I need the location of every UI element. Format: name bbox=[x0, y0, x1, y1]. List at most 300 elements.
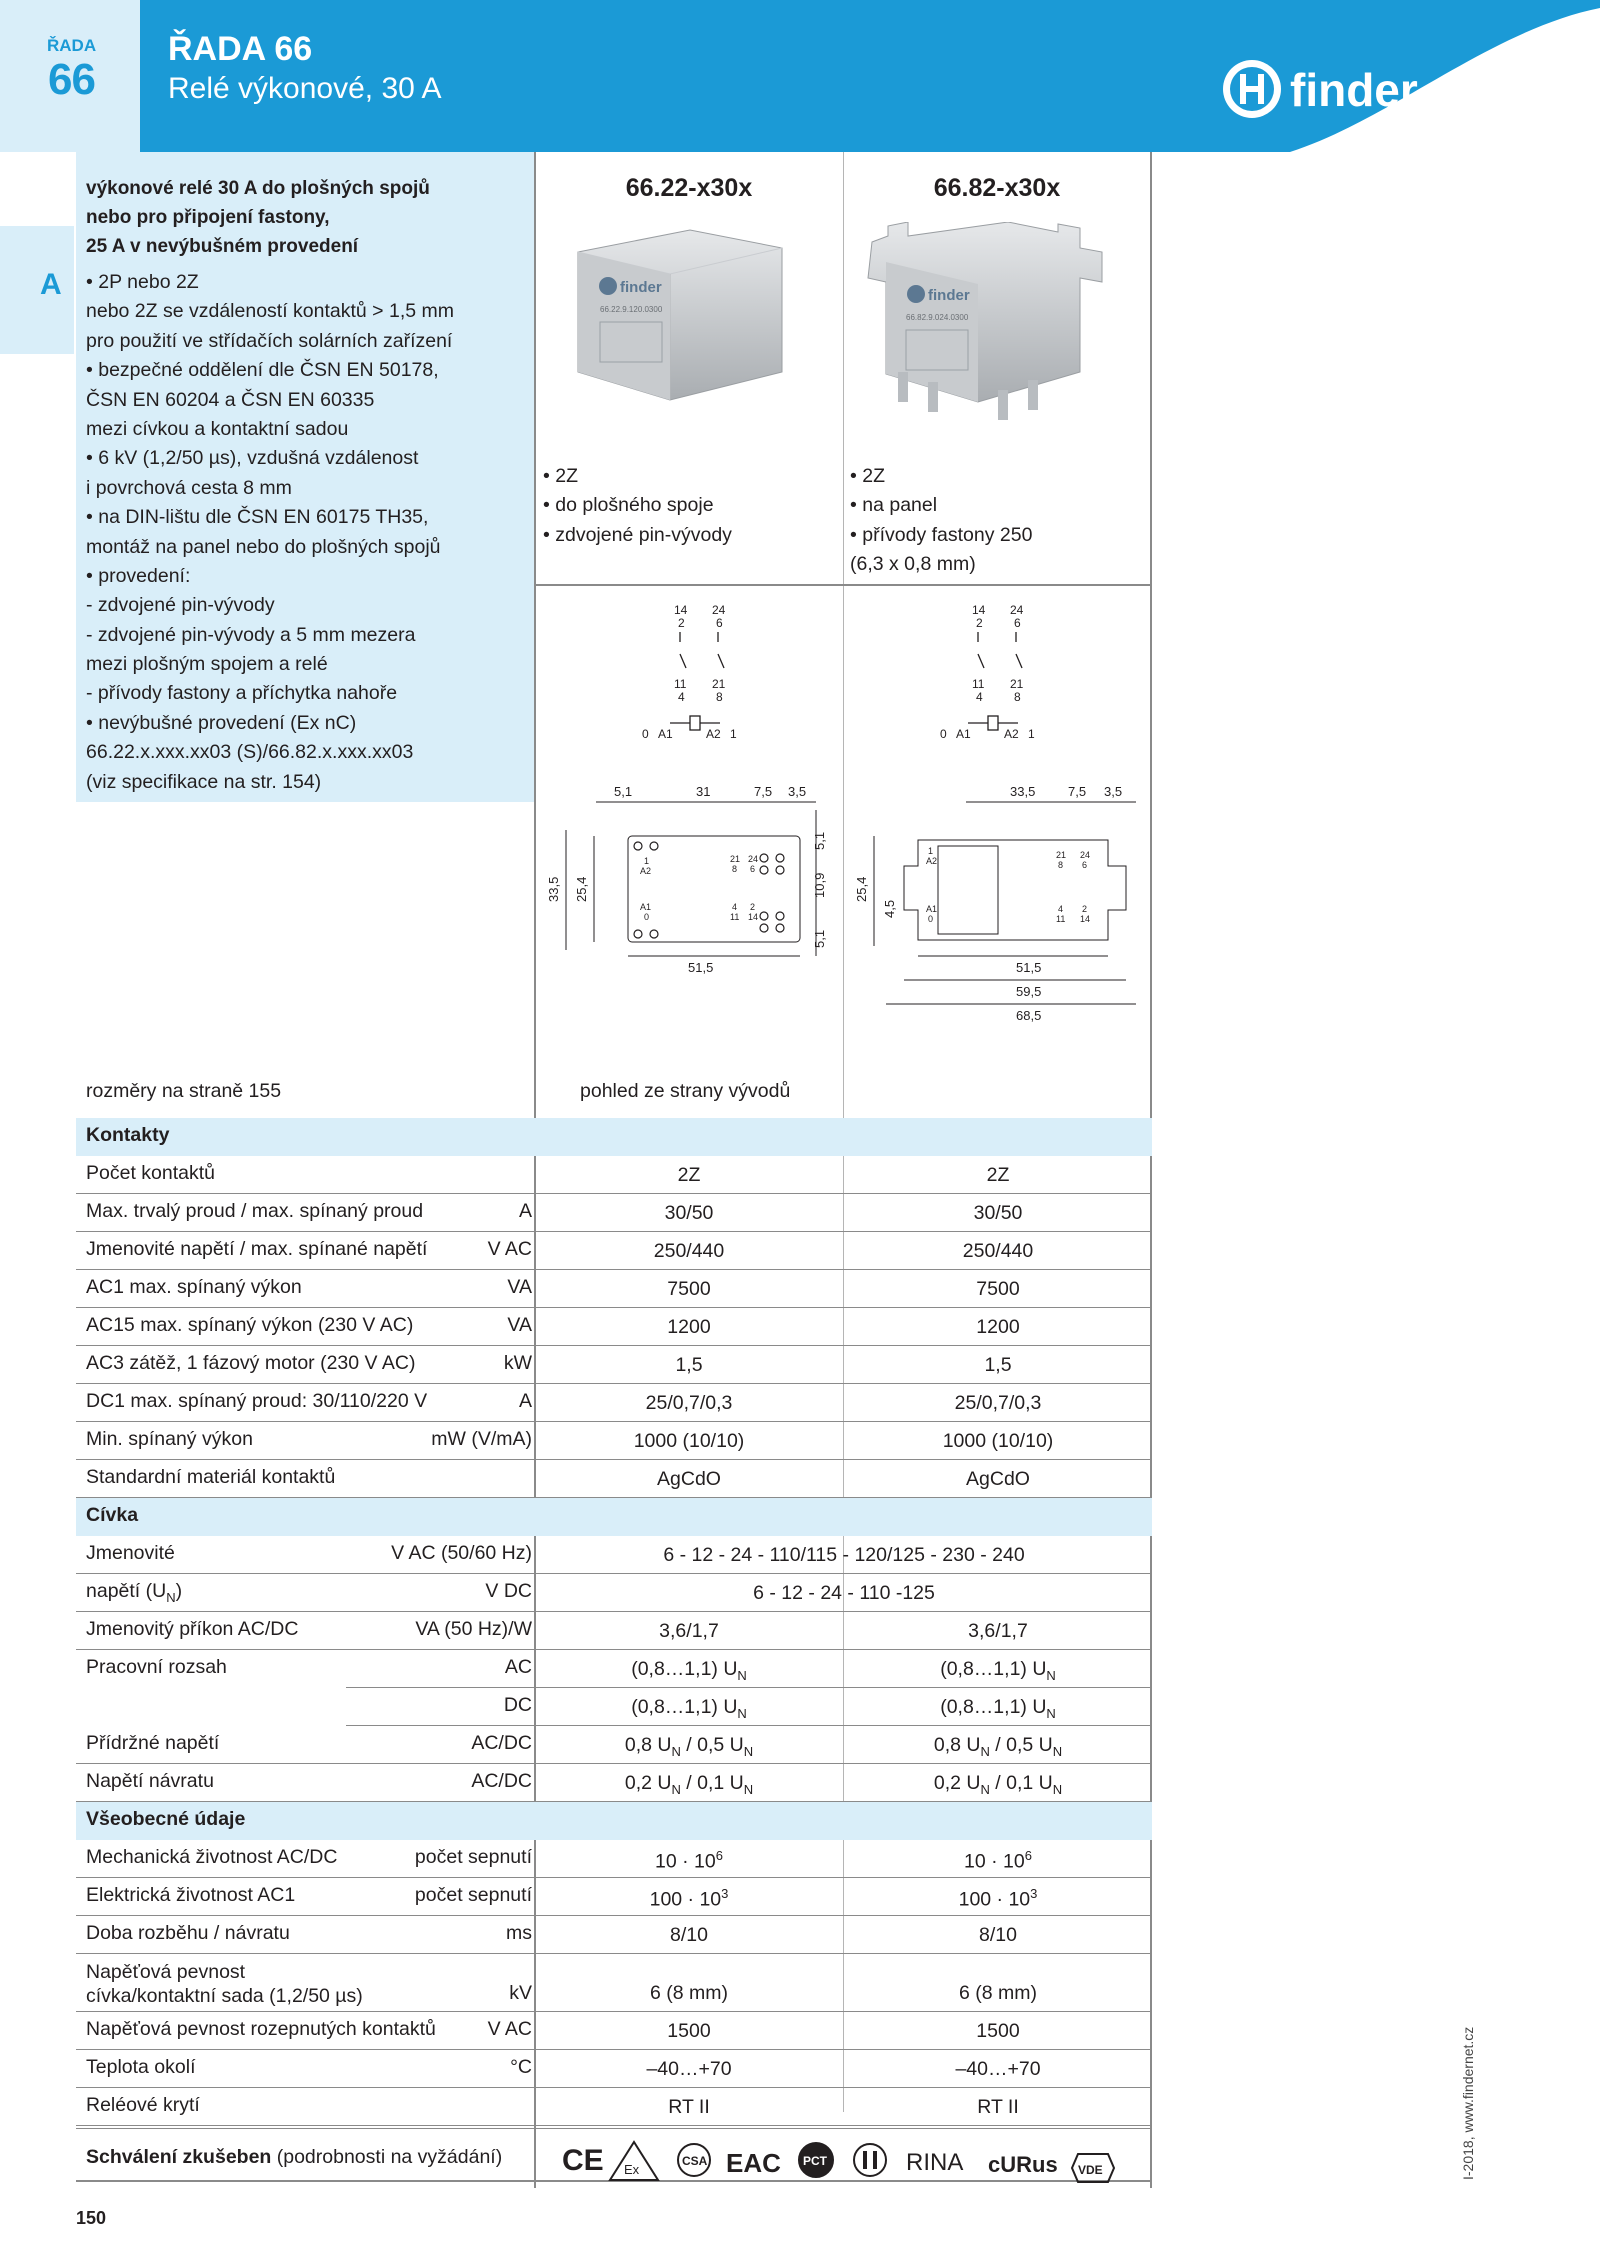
value-text: (0,8…1,1) U bbox=[940, 1696, 1047, 1718]
table-label bbox=[86, 1846, 337, 1869]
label-text: Všeobecné údaje bbox=[86, 1808, 246, 1830]
value-text: 25/0,7/0,3 bbox=[645, 1392, 733, 1414]
value-text: 3,6/1,7 bbox=[968, 1620, 1028, 1642]
value-subscript: N bbox=[980, 1781, 990, 1797]
ex-mark: Ex bbox=[624, 2162, 640, 2177]
table-label bbox=[86, 1162, 215, 1185]
terminal-label: 2 bbox=[750, 902, 756, 912]
value-text: 6 (8 mm) bbox=[650, 1982, 728, 2004]
terminal-label: 11 bbox=[730, 912, 740, 922]
table-cell-value bbox=[536, 2058, 842, 2081]
table-row bbox=[76, 1384, 1152, 1422]
label-text: Min. spínaný výkon bbox=[86, 1428, 253, 1450]
table-label bbox=[86, 1390, 427, 1413]
table-label bbox=[86, 1352, 415, 1375]
dimension-label: 5,1 bbox=[812, 831, 827, 850]
label-text: AC15 max. spínaný výkon (230 V AC) bbox=[86, 1314, 414, 1336]
value-text: 1500 bbox=[976, 2020, 1020, 2042]
pin-label: 14 bbox=[972, 603, 986, 617]
relay-photo-6682 bbox=[858, 222, 1118, 442]
feature-line: • 6 kV (1,2/50 µs), vzdušná vzdálenost bbox=[86, 447, 419, 470]
label-text: Počet kontaktů bbox=[86, 1162, 215, 1184]
table-cell-value bbox=[844, 2096, 1152, 2119]
terminal-label: 0 bbox=[644, 912, 650, 922]
label-text: Přídržné napětí bbox=[86, 1732, 220, 1754]
terminal-label: 2 bbox=[1082, 904, 1088, 914]
table-unit: DC bbox=[503, 1694, 532, 1716]
value-subscript: N bbox=[743, 1743, 754, 1759]
label-text: Doba rozběhu / návratu bbox=[86, 1922, 290, 1944]
table-cell-value bbox=[536, 1240, 842, 1263]
pct-mark: PCT bbox=[803, 2154, 827, 2168]
value-subscript: N bbox=[743, 1781, 754, 1797]
label-text: Pracovní rozsah bbox=[86, 1656, 227, 1678]
product-features bbox=[850, 462, 1032, 580]
wiring-diagram-6682 bbox=[928, 596, 1068, 756]
feature-item: • zdvojené pin-vývody bbox=[543, 523, 732, 546]
footprint-drawing-6682 bbox=[846, 770, 1146, 1040]
value-text: 250/440 bbox=[653, 1240, 725, 1262]
value-text: 7500 bbox=[667, 1278, 711, 1300]
table-label bbox=[86, 2018, 436, 2041]
table-label bbox=[86, 1314, 413, 1337]
approvals-label-bold: Schválení zkušeben bbox=[86, 2146, 272, 2168]
table-cell-value bbox=[536, 1468, 842, 1491]
table-row bbox=[76, 1612, 1152, 1650]
value-text: 1000 (10/10) bbox=[633, 1430, 745, 1452]
table-row bbox=[76, 1308, 1152, 1346]
terminal-label: A1 bbox=[926, 904, 938, 914]
label-text: ) bbox=[175, 1580, 183, 1602]
table-row bbox=[76, 1840, 1152, 1878]
table-cell-value bbox=[536, 1982, 842, 2005]
pin-label: 4 bbox=[976, 690, 983, 704]
table-section-header bbox=[76, 1498, 1152, 1536]
value-text: 1000 (10/10) bbox=[942, 1430, 1054, 1452]
table-cell-value bbox=[844, 1316, 1152, 1339]
table-row bbox=[76, 1726, 1152, 1764]
terminal-label: 24 bbox=[748, 854, 759, 864]
value-text: 30/50 bbox=[664, 1202, 714, 1224]
table-row bbox=[76, 1764, 1152, 1802]
table-label bbox=[86, 1808, 245, 1831]
dimension-label: 7,5 bbox=[754, 784, 773, 799]
label-text: Standardní materiál kontaktů bbox=[86, 1466, 336, 1488]
section-tab-label: A bbox=[40, 268, 62, 301]
table-label bbox=[86, 2094, 200, 2117]
label-text: Jmenovitý příkon AC/DC bbox=[86, 1618, 299, 1640]
pin-label: 21 bbox=[1010, 677, 1024, 691]
feature-line: montáž na panel nebo do plošných spojů bbox=[86, 535, 441, 558]
value-subscript: N bbox=[671, 1781, 681, 1797]
pin-label: 24 bbox=[712, 603, 726, 617]
value-text: AgCdO bbox=[966, 1468, 1030, 1490]
table-cell-value bbox=[844, 1202, 1152, 1225]
table-cell-value bbox=[844, 1620, 1152, 1643]
table-row bbox=[76, 1422, 1152, 1460]
pin-label: 11 bbox=[972, 677, 985, 691]
label-text: Napětí návratu bbox=[86, 1770, 214, 1792]
table-label bbox=[86, 1466, 335, 1489]
finder-logo bbox=[1220, 54, 1460, 124]
table-cell-value bbox=[844, 1354, 1152, 1377]
table-cell-value bbox=[844, 2020, 1152, 2043]
table-unit: AC/DC bbox=[471, 1770, 532, 1792]
table-cell-value bbox=[536, 1848, 842, 1874]
value-text: / 0,1 U bbox=[989, 1772, 1053, 1794]
table-cell-value bbox=[844, 1982, 1152, 2005]
dimension-label: 33,5 bbox=[546, 876, 561, 902]
table-cell-value bbox=[536, 1354, 842, 1377]
value-text: 2Z bbox=[677, 1164, 701, 1186]
table-cell-value bbox=[536, 1202, 842, 1225]
table-label bbox=[86, 1504, 138, 1527]
table-cell-value bbox=[844, 1734, 1152, 1759]
table-row bbox=[76, 1574, 1152, 1612]
table-cell-value bbox=[844, 1392, 1152, 1415]
label-text: Max. trvalý proud / max. spínaný proud bbox=[86, 1200, 424, 1222]
feature-line: - přívody fastony a příchytka nahoře bbox=[86, 682, 398, 705]
feature-line: • 2P nebo 2Z bbox=[86, 271, 199, 293]
dimension-label: 25,4 bbox=[574, 876, 589, 902]
table-unit: VA bbox=[507, 1276, 532, 1298]
pin-label: 14 bbox=[674, 603, 688, 617]
table-unit: AC bbox=[504, 1656, 532, 1678]
value-text: 6 (8 mm) bbox=[959, 1982, 1037, 2004]
value-text: 100 · 10 bbox=[958, 1888, 1031, 1911]
value-text: 250/440 bbox=[962, 1240, 1034, 1262]
table-cell-value bbox=[844, 1658, 1152, 1683]
feature-item: • 2Z bbox=[543, 465, 579, 487]
value-text: 10 · 10 bbox=[964, 1850, 1025, 1873]
pin-label: A1 bbox=[956, 727, 971, 741]
value-text: 7500 bbox=[976, 1278, 1020, 1300]
pin-label: 1 bbox=[1028, 727, 1035, 741]
table-row bbox=[76, 1536, 1152, 1574]
pin-label: 0 bbox=[642, 727, 649, 741]
value-text: 1,5 bbox=[675, 1354, 703, 1376]
side-note: I-2018, www.findernet.cz bbox=[1460, 2026, 1476, 2180]
table-cell-value bbox=[844, 2058, 1152, 2081]
table-unit: počet sepnutí bbox=[414, 1884, 532, 1906]
pin-label: 6 bbox=[716, 616, 723, 630]
heading-line: výkonové relé 30 A do plošných spojů bbox=[86, 178, 430, 199]
table-row bbox=[76, 1232, 1152, 1270]
value-text: (0,8…1,1) U bbox=[631, 1658, 738, 1680]
dimension-label: 3,5 bbox=[788, 784, 807, 799]
table-label bbox=[86, 1732, 219, 1755]
table-cell-value bbox=[844, 1848, 1152, 1874]
relay-photo-6622 bbox=[560, 222, 800, 412]
feature-line: nebo 2Z se vzdáleností kontaktů > 1,5 mm bbox=[86, 300, 454, 323]
terminal-label: A2 bbox=[640, 866, 652, 876]
brand-name: finder bbox=[1290, 64, 1418, 116]
value-text: AgCdO bbox=[657, 1468, 721, 1490]
svg-text:finder: finder bbox=[928, 287, 970, 304]
product-title: 66.22-x30x bbox=[625, 174, 753, 202]
feature-item: • 2Z bbox=[850, 465, 886, 487]
label-subscript: N bbox=[166, 1589, 176, 1605]
feature-item: • přívody fastony 250 bbox=[850, 523, 1033, 546]
series-label: ŘADA bbox=[47, 36, 97, 55]
pin-label: 2 bbox=[976, 616, 983, 630]
terminal-label: 1 bbox=[644, 856, 650, 866]
table-label bbox=[86, 2056, 196, 2079]
table-row bbox=[76, 1688, 1152, 1726]
table-row bbox=[76, 1194, 1152, 1232]
terminal-label: 14 bbox=[1080, 914, 1091, 924]
pin-label: A1 bbox=[658, 727, 673, 741]
terminal-label: 4 bbox=[732, 902, 738, 912]
value-text: 0,2 U bbox=[624, 1772, 672, 1794]
value-text: RT II bbox=[977, 2096, 1019, 2118]
product-title: 66.82-x30x bbox=[933, 174, 1061, 202]
terminal-label: 6 bbox=[1082, 860, 1088, 870]
value-text: 1200 bbox=[667, 1316, 711, 1338]
value-subscript: N bbox=[737, 1667, 747, 1683]
table-cell-value bbox=[844, 1696, 1152, 1721]
terminal-label: 24 bbox=[1080, 850, 1091, 860]
table-unit: V AC bbox=[487, 2018, 532, 2040]
approval-marks bbox=[560, 2132, 1150, 2188]
table-label bbox=[86, 1238, 427, 1261]
table-section-header bbox=[76, 1118, 1152, 1156]
table-unit: A bbox=[518, 1200, 532, 1222]
value-text: / 0,5 U bbox=[680, 1734, 744, 1756]
table-cell-value bbox=[536, 1620, 842, 1643]
pin-label: A2 bbox=[706, 727, 721, 741]
table-row bbox=[76, 1954, 1152, 2012]
table-label bbox=[86, 1618, 298, 1641]
pin-label: 2 bbox=[678, 616, 685, 630]
table-unit: kW bbox=[503, 1352, 532, 1374]
ul-mark: cURus bbox=[988, 2152, 1058, 2177]
terminal-label: 1 bbox=[928, 846, 934, 856]
label-text: Jmenovité napětí / max. spínané napětí bbox=[86, 1238, 428, 1260]
value-text: / 0,1 U bbox=[680, 1772, 744, 1794]
page-number: 150 bbox=[76, 2208, 107, 2228]
value-text: 0,8 U bbox=[933, 1734, 981, 1756]
table-row bbox=[76, 2088, 1152, 2126]
pin-label: 11 bbox=[674, 677, 687, 691]
table-label bbox=[86, 1200, 423, 1223]
svg-text:finder: finder bbox=[620, 279, 662, 296]
value-superscript: 3 bbox=[1030, 1886, 1038, 1901]
value-text: 1200 bbox=[976, 1316, 1020, 1338]
pin-label: 8 bbox=[716, 690, 723, 704]
value-text: 10 · 10 bbox=[655, 1850, 716, 1873]
value-superscript: 6 bbox=[715, 1848, 723, 1863]
feature-line: mezi plošným spojem a relé bbox=[86, 653, 328, 676]
table-rule bbox=[76, 2128, 1152, 2129]
approvals-label-rest: (podrobnosti na vyžádání) bbox=[271, 2146, 503, 2168]
terminal-label: 6 bbox=[750, 864, 756, 874]
table-cell-value bbox=[844, 1240, 1152, 1263]
terminal-label: 8 bbox=[1058, 860, 1064, 870]
value-text: 8/10 bbox=[979, 1924, 1017, 1946]
table-cell-value: 6 - 12 - 24 - 110 -125 bbox=[753, 1582, 935, 1604]
page-header bbox=[0, 0, 1600, 152]
dimension-label: 4,5 bbox=[882, 899, 897, 918]
table-row bbox=[76, 1878, 1152, 1916]
table-cell-value bbox=[844, 1468, 1152, 1491]
table-unit: počet sepnutí bbox=[414, 1846, 532, 1868]
terminal-label: 8 bbox=[732, 864, 738, 874]
table-label bbox=[86, 1922, 290, 1945]
label-text: Reléové krytí bbox=[86, 2094, 200, 2116]
table-unit: kV bbox=[509, 1982, 532, 2004]
heading-line: 25 A v nevýbušném provedení bbox=[86, 236, 359, 257]
table-cell-value bbox=[536, 1886, 842, 1912]
terminal-label: 21 bbox=[730, 854, 741, 864]
feature-line: • nevýbušné provedení (Ex nC) bbox=[86, 711, 357, 734]
table-label bbox=[86, 1656, 227, 1679]
dimension-label: 33,5 bbox=[1010, 784, 1036, 799]
label-text: AC1 max. spínaný výkon bbox=[86, 1276, 302, 1298]
dimension-label: 3,5 bbox=[1104, 784, 1123, 799]
value-superscript: 3 bbox=[721, 1886, 729, 1901]
table-label bbox=[86, 1542, 175, 1565]
table-row bbox=[76, 1346, 1152, 1384]
table-cell-value bbox=[536, 1164, 842, 1187]
table-unit: ms bbox=[506, 1922, 532, 1944]
feature-line: 66.22.x.xxx.xx03 (S)/66.82.x.xxx.xx03 bbox=[86, 741, 414, 764]
table-unit: V DC bbox=[485, 1580, 532, 1602]
terminal-label: 14 bbox=[748, 912, 759, 922]
dimension-label: 5,1 bbox=[614, 784, 633, 799]
terminal-label: 0 bbox=[928, 914, 934, 924]
label-text: Kontakty bbox=[86, 1124, 170, 1146]
dimension-label: 51,5 bbox=[1016, 960, 1042, 975]
value-text: 2Z bbox=[986, 1164, 1010, 1186]
pin-label: 8 bbox=[1014, 690, 1021, 704]
table-row bbox=[76, 1460, 1152, 1498]
feature-line: pro použití ve střídačích solárních zařízení bbox=[86, 329, 453, 352]
dimension-label: 59,5 bbox=[1016, 984, 1042, 999]
table-cell-value bbox=[536, 1278, 842, 1301]
table-cell-value bbox=[536, 2096, 842, 2119]
value-subscript: N bbox=[1046, 1705, 1056, 1721]
ce-mark: CE bbox=[562, 2144, 604, 2177]
value-text: –40…+70 bbox=[646, 2058, 732, 2080]
table-unit: V AC bbox=[487, 1238, 532, 1260]
label-text: Jmenovité bbox=[86, 1542, 175, 1564]
label-text: Cívka bbox=[86, 1504, 139, 1526]
dimension-label: 7,5 bbox=[1068, 784, 1087, 799]
feature-item: • do plošného spoje bbox=[543, 494, 714, 517]
value-subscript: N bbox=[671, 1743, 681, 1759]
feature-line: • provedení: bbox=[86, 564, 191, 587]
table-cell-value bbox=[536, 2020, 842, 2043]
table-row bbox=[76, 1156, 1152, 1194]
value-text: 1500 bbox=[667, 2020, 711, 2042]
table-cell-value bbox=[536, 1658, 842, 1683]
feature-line: - zdvojené pin-vývody a 5 mm mezera bbox=[86, 623, 416, 646]
relay-print: 66.82.9.024.0300 bbox=[906, 313, 969, 322]
pin-label: 21 bbox=[712, 677, 726, 691]
feature-line: ČSN EN 60204 a ČSN EN 60335 bbox=[86, 388, 375, 411]
table-cell-value bbox=[536, 1924, 842, 1947]
table-row bbox=[76, 1650, 1152, 1688]
feature-line: i povrchová cesta 8 mm bbox=[86, 476, 292, 499]
footprint-drawing-6622 bbox=[536, 770, 836, 1010]
label-text: Napěťová pevnost bbox=[86, 1961, 246, 1983]
rina-mark: RINA bbox=[906, 2149, 964, 2176]
approvals-label bbox=[86, 2146, 502, 2169]
eac-mark: EAC bbox=[726, 2148, 781, 2178]
value-subscript: N bbox=[1046, 1667, 1056, 1683]
terminal-label: 21 bbox=[1056, 850, 1067, 860]
value-text: 25/0,7/0,3 bbox=[954, 1392, 1042, 1414]
value-text: RT II bbox=[668, 2096, 710, 2118]
dimension-label: 5,1 bbox=[812, 929, 827, 948]
table-label bbox=[86, 1580, 182, 1605]
page-title: ŘADA 66 bbox=[168, 30, 313, 68]
table-cell-value bbox=[844, 1278, 1152, 1301]
wiring-diagram-6622 bbox=[630, 596, 770, 756]
vde-mark: VDE bbox=[1078, 2163, 1103, 2177]
value-superscript: 6 bbox=[1024, 1848, 1032, 1863]
dimension-label: 10,9 bbox=[812, 872, 827, 898]
table-cell-value bbox=[844, 1886, 1152, 1912]
value-subscript: N bbox=[1052, 1781, 1063, 1797]
dimension-label: 31 bbox=[696, 784, 711, 799]
row-divider bbox=[536, 2125, 1152, 2126]
table-unit: mW (V/mA) bbox=[431, 1428, 532, 1450]
dimensions-caption: rozměry na straně 155 bbox=[86, 1080, 282, 1102]
value-text: 1,5 bbox=[984, 1354, 1012, 1376]
dimension-label: 25,4 bbox=[854, 876, 869, 902]
terminal-label: A2 bbox=[926, 856, 938, 866]
table-unit: A bbox=[518, 1390, 532, 1412]
section-rule bbox=[536, 584, 1150, 586]
feature-item: • na panel bbox=[850, 494, 938, 517]
table-label bbox=[86, 1770, 214, 1793]
section-tab bbox=[0, 226, 74, 354]
value-text: 30/50 bbox=[973, 1202, 1023, 1224]
table-cell-value: 6 - 12 - 24 - 110/115 - 120/125 - 230 - 240 bbox=[663, 1544, 1025, 1566]
table-cell-value bbox=[536, 1430, 842, 1453]
table-label bbox=[86, 1884, 295, 1907]
table-row bbox=[76, 2050, 1152, 2088]
feature-item: (6,3 x 0,8 mm) bbox=[850, 553, 976, 576]
table-label bbox=[86, 1960, 363, 2008]
terminal-label: A1 bbox=[640, 902, 652, 912]
value-text: –40…+70 bbox=[955, 2058, 1041, 2080]
label-text: Teplota okolí bbox=[86, 2056, 196, 2078]
table-label bbox=[86, 1124, 169, 1147]
value-subscript: N bbox=[980, 1743, 990, 1759]
pin-label: 1 bbox=[730, 727, 737, 741]
value-text: 100 · 10 bbox=[649, 1888, 722, 1911]
relay-print: 66.22.9.120.0300 bbox=[600, 305, 663, 314]
value-text: 0,2 U bbox=[933, 1772, 981, 1794]
terminal-label: 4 bbox=[1058, 904, 1064, 914]
table-cell-value bbox=[536, 1772, 842, 1797]
table-section-header bbox=[76, 1802, 1152, 1840]
table-label bbox=[86, 1276, 302, 1299]
pin-label: 24 bbox=[1010, 603, 1024, 617]
label-text: Elektrická životnost AC1 bbox=[86, 1884, 296, 1906]
pin-label: A2 bbox=[1004, 727, 1019, 741]
feature-line: - zdvojené pin-vývody bbox=[86, 594, 275, 617]
value-text: 8/10 bbox=[670, 1924, 708, 1946]
table-unit: °C bbox=[510, 2056, 532, 2078]
label-text: AC3 zátěž, 1 fázový motor (230 V AC) bbox=[86, 1352, 416, 1374]
table-cell-value bbox=[536, 1696, 842, 1721]
value-text: 3,6/1,7 bbox=[659, 1620, 719, 1642]
terminal-label: 11 bbox=[1056, 914, 1066, 924]
